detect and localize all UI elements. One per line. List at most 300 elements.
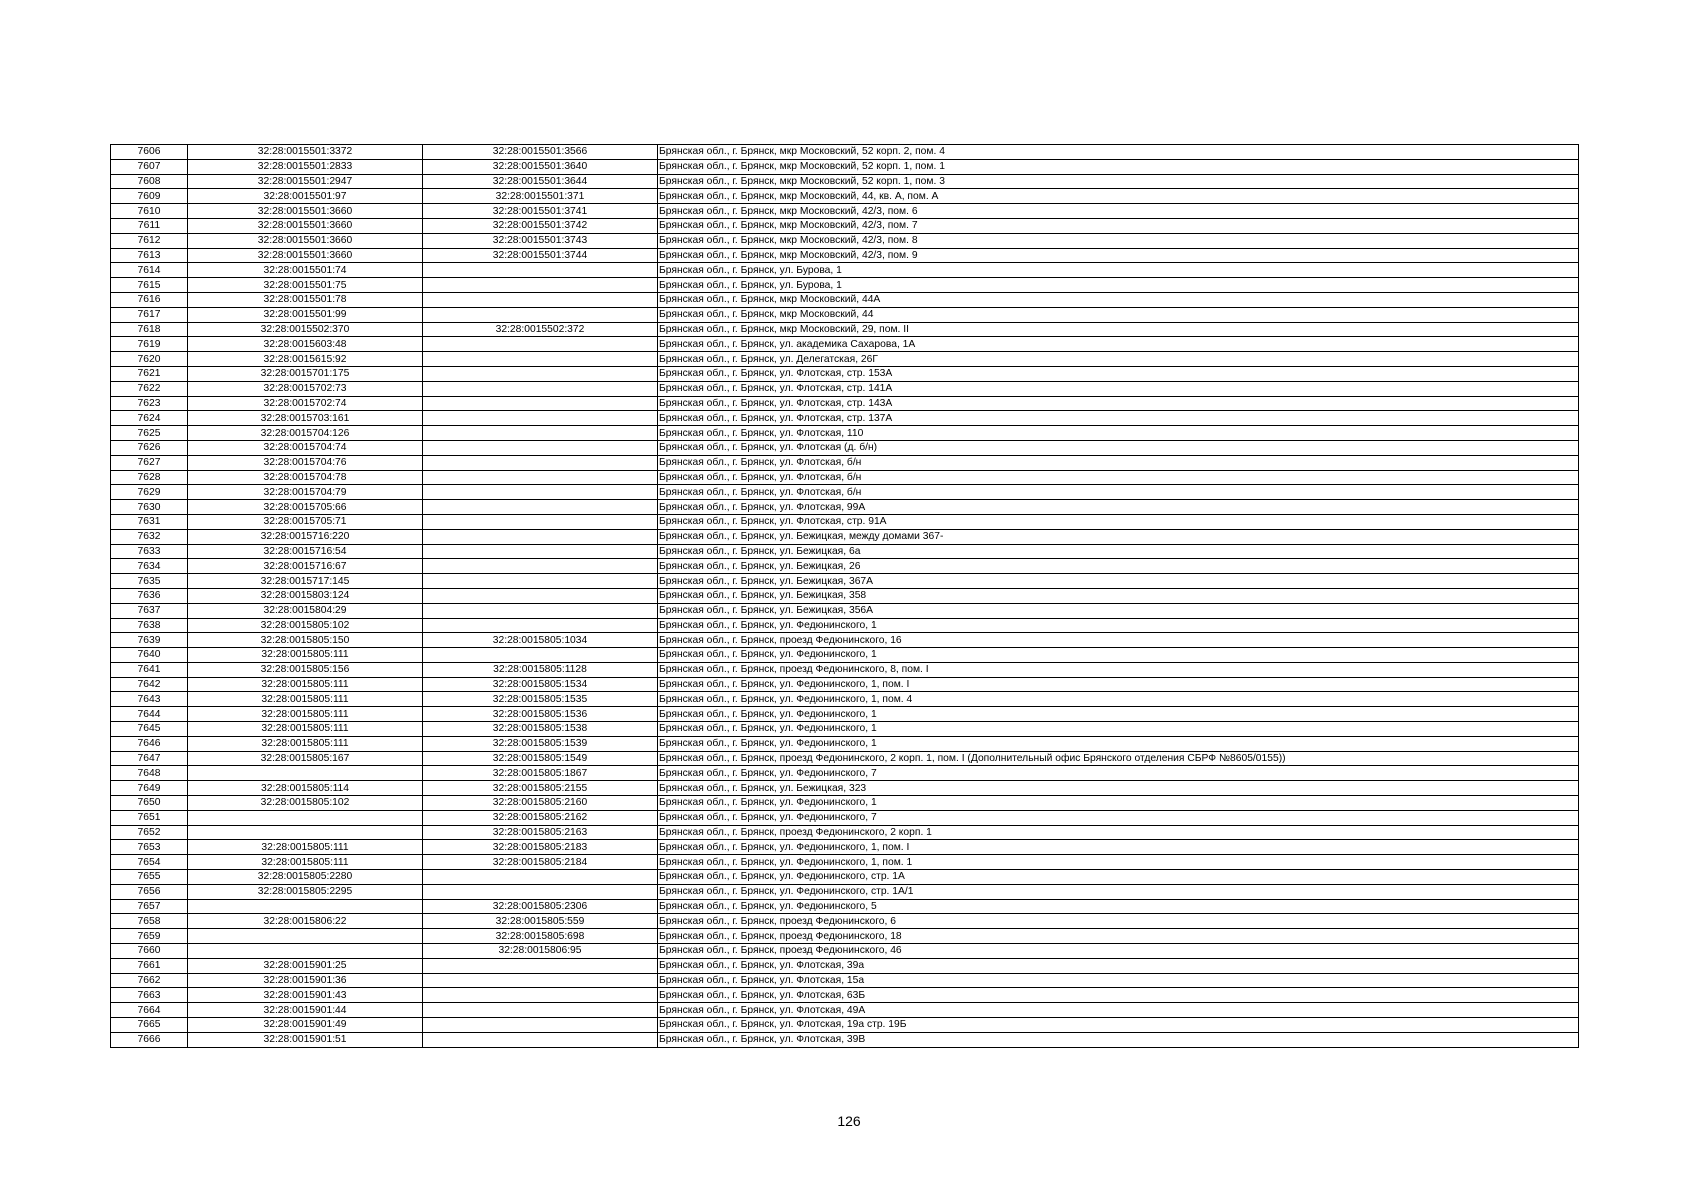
address-cell: Брянская обл., г. Брянск, ул. Федюнинского, 1 — [658, 648, 1579, 663]
row-number-cell: 7665 — [111, 1018, 188, 1033]
table-row — [111, 381, 1579, 396]
address-cell: Брянская обл., г. Брянск, мкр Московский, 29, пом. II — [658, 322, 1579, 337]
address-cell: Брянская обл., г. Брянск, проезд Федюнинского, 2 корп. 1, пом. I (Дополнительный офис Брянского отделения СБРФ №8605/0155)) — [658, 751, 1579, 766]
row-number-cell: 7616 — [111, 292, 188, 307]
premises-cadastral-number-cell — [423, 337, 658, 352]
page-number: 126 — [837, 1113, 861, 1129]
cadastral-number-cell: 32:28:0015901:36 — [188, 973, 423, 988]
table-row — [111, 751, 1579, 766]
table-row — [111, 352, 1579, 367]
cadastral-number-cell: 32:28:0015716:54 — [188, 544, 423, 559]
table-row — [111, 707, 1579, 722]
cadastral-number-cell: 32:28:0015501:74 — [188, 263, 423, 278]
premises-cadastral-number-cell: 32:28:0015805:2155 — [423, 781, 658, 796]
row-number-cell: 7664 — [111, 1003, 188, 1018]
row-number-cell: 7625 — [111, 426, 188, 441]
row-number-cell: 7619 — [111, 337, 188, 352]
premises-cadastral-number-cell — [423, 500, 658, 515]
address-cell: Брянская обл., г. Брянск, ул. Бежицкая, 6а — [658, 544, 1579, 559]
premises-cadastral-number-cell — [423, 440, 658, 455]
premises-cadastral-number-cell — [423, 366, 658, 381]
premises-cadastral-number-cell — [423, 559, 658, 574]
premises-cadastral-number-cell: 32:28:0015805:2160 — [423, 796, 658, 811]
address-cell: Брянская обл., г. Брянск, ул. Бежицкая, 26 — [658, 559, 1579, 574]
premises-cadastral-number-cell — [423, 618, 658, 633]
row-number-cell: 7644 — [111, 707, 188, 722]
cadastral-number-cell: 32:28:0015805:111 — [188, 677, 423, 692]
premises-cadastral-number-cell: 32:28:0015502:372 — [423, 322, 658, 337]
cadastral-number-cell: 32:28:0015717:145 — [188, 574, 423, 589]
address-cell: Брянская обл., г. Брянск, ул. Бежицкая, между домами 367- — [658, 529, 1579, 544]
premises-cadastral-number-cell — [423, 1032, 658, 1047]
premises-cadastral-number-cell: 32:28:0015805:1549 — [423, 751, 658, 766]
premises-cadastral-number-cell — [423, 648, 658, 663]
address-cell: Брянская обл., г. Брянск, ул. Флотская, 49А — [658, 1003, 1579, 1018]
table-row — [111, 781, 1579, 796]
row-number-cell: 7615 — [111, 278, 188, 293]
address-cell: Брянская обл., г. Брянск, проезд Федюнинского, 16 — [658, 633, 1579, 648]
address-cell: Брянская обл., г. Брянск, ул. Флотская, 110 — [658, 426, 1579, 441]
address-cell: Брянская обл., г. Брянск, мкр Московский, 52 корп. 1, пом. 3 — [658, 174, 1579, 189]
premises-cadastral-number-cell: 32:28:0015805:1538 — [423, 722, 658, 737]
registry-table-body — [111, 145, 1579, 1048]
address-cell: Брянская обл., г. Брянск, ул. Флотская, 19а стр. 19Б — [658, 1018, 1579, 1033]
address-cell: Брянская обл., г. Брянск, ул. Бежицкая, 358 — [658, 588, 1579, 603]
row-number-cell: 7632 — [111, 529, 188, 544]
cadastral-number-cell — [188, 825, 423, 840]
row-number-cell: 7636 — [111, 588, 188, 603]
row-number-cell: 7633 — [111, 544, 188, 559]
address-cell: Брянская обл., г. Брянск, ул. Флотская, б/н — [658, 485, 1579, 500]
premises-cadastral-number-cell — [423, 958, 658, 973]
cadastral-number-cell: 32:28:0015805:167 — [188, 751, 423, 766]
cadastral-number-cell: 32:28:0015501:78 — [188, 292, 423, 307]
cadastral-number-cell: 32:28:0015704:79 — [188, 485, 423, 500]
cadastral-number-cell: 32:28:0015501:2947 — [188, 174, 423, 189]
table-row — [111, 825, 1579, 840]
address-cell: Брянская обл., г. Брянск, ул. Бурова, 1 — [658, 278, 1579, 293]
row-number-cell: 7618 — [111, 322, 188, 337]
address-cell: Брянская обл., г. Брянск, мкр Московский, 42/3, пом. 7 — [658, 218, 1579, 233]
row-number-cell: 7643 — [111, 692, 188, 707]
premises-cadastral-number-cell — [423, 884, 658, 899]
cadastral-number-cell: 32:28:0015805:111 — [188, 722, 423, 737]
row-number-cell: 7611 — [111, 218, 188, 233]
table-row — [111, 810, 1579, 825]
cadastral-number-cell: 32:28:0015704:74 — [188, 440, 423, 455]
row-number-cell: 7617 — [111, 307, 188, 322]
row-number-cell: 7628 — [111, 470, 188, 485]
premises-cadastral-number-cell: 32:28:0015805:2184 — [423, 855, 658, 870]
row-number-cell: 7653 — [111, 840, 188, 855]
premises-cadastral-number-cell: 32:28:0015501:3744 — [423, 248, 658, 263]
premises-cadastral-number-cell: 32:28:0015805:559 — [423, 914, 658, 929]
premises-cadastral-number-cell: 32:28:0015805:1128 — [423, 662, 658, 677]
row-number-cell: 7660 — [111, 944, 188, 959]
table-row — [111, 248, 1579, 263]
cadastral-number-cell — [188, 810, 423, 825]
table-row — [111, 618, 1579, 633]
row-number-cell: 7634 — [111, 559, 188, 574]
premises-cadastral-number-cell — [423, 870, 658, 885]
premises-cadastral-number-cell — [423, 973, 658, 988]
row-number-cell: 7648 — [111, 766, 188, 781]
cadastral-number-cell: 32:28:0015501:75 — [188, 278, 423, 293]
address-cell: Брянская обл., г. Брянск, ул. Флотская, б/н — [658, 455, 1579, 470]
address-cell: Брянская обл., г. Брянск, ул. Флотская, стр. 153А — [658, 366, 1579, 381]
row-number-cell: 7613 — [111, 248, 188, 263]
row-number-cell: 7623 — [111, 396, 188, 411]
premises-cadastral-number-cell: 32:28:0015805:2163 — [423, 825, 658, 840]
table-row — [111, 662, 1579, 677]
address-cell: Брянская обл., г. Брянск, ул. Флотская, стр. 143А — [658, 396, 1579, 411]
row-number-cell: 7666 — [111, 1032, 188, 1047]
table-row — [111, 159, 1579, 174]
table-row — [111, 396, 1579, 411]
address-cell: Брянская обл., г. Брянск, проезд Федюнинского, 2 корп. 1 — [658, 825, 1579, 840]
cadastral-number-cell: 32:28:0015901:43 — [188, 988, 423, 1003]
row-number-cell: 7661 — [111, 958, 188, 973]
table-row — [111, 485, 1579, 500]
cadastral-number-cell: 32:28:0015501:2833 — [188, 159, 423, 174]
row-number-cell: 7637 — [111, 603, 188, 618]
table-row — [111, 722, 1579, 737]
premises-cadastral-number-cell — [423, 544, 658, 559]
cadastral-number-cell: 32:28:0015805:2280 — [188, 870, 423, 885]
cadastral-number-cell: 32:28:0015901:49 — [188, 1018, 423, 1033]
row-number-cell: 7657 — [111, 899, 188, 914]
table-row — [111, 958, 1579, 973]
premises-cadastral-number-cell: 32:28:0015501:371 — [423, 189, 658, 204]
premises-cadastral-number-cell: 32:28:0015805:1535 — [423, 692, 658, 707]
table-row — [111, 588, 1579, 603]
address-cell: Брянская обл., г. Брянск, ул. Федюнинского, 1 — [658, 736, 1579, 751]
table-row — [111, 574, 1579, 589]
table-row — [111, 278, 1579, 293]
address-cell: Брянская обл., г. Брянск, мкр Московский, 52 корп. 1, пом. 1 — [658, 159, 1579, 174]
table-row — [111, 796, 1579, 811]
premises-cadastral-number-cell — [423, 588, 658, 603]
row-number-cell: 7631 — [111, 514, 188, 529]
row-number-cell: 7640 — [111, 648, 188, 663]
row-number-cell: 7620 — [111, 352, 188, 367]
address-cell: Брянская обл., г. Брянск, мкр Московский, 44 — [658, 307, 1579, 322]
address-cell: Брянская обл., г. Брянск, ул. Флотская, стр. 137А — [658, 411, 1579, 426]
row-number-cell: 7663 — [111, 988, 188, 1003]
row-number-cell: 7651 — [111, 810, 188, 825]
premises-cadastral-number-cell: 32:28:0015805:1534 — [423, 677, 658, 692]
table-row — [111, 1003, 1579, 1018]
address-cell: Брянская обл., г. Брянск, мкр Московский, 42/3, пом. 9 — [658, 248, 1579, 263]
premises-cadastral-number-cell — [423, 352, 658, 367]
address-cell: Брянская обл., г. Брянск, мкр Московский, 42/3, пом. 8 — [658, 233, 1579, 248]
row-number-cell: 7635 — [111, 574, 188, 589]
address-cell: Брянская обл., г. Брянск, проезд Федюнинского, 46 — [658, 944, 1579, 959]
premises-cadastral-number-cell — [423, 1018, 658, 1033]
premises-cadastral-number-cell — [423, 1003, 658, 1018]
premises-cadastral-number-cell: 32:28:0015806:95 — [423, 944, 658, 959]
row-number-cell: 7638 — [111, 618, 188, 633]
cadastral-number-cell — [188, 899, 423, 914]
table-row — [111, 736, 1579, 751]
premises-cadastral-number-cell: 32:28:0015501:3566 — [423, 145, 658, 160]
address-cell: Брянская обл., г. Брянск, ул. Флотская, б/н — [658, 470, 1579, 485]
table-row — [111, 973, 1579, 988]
cadastral-number-cell: 32:28:0015901:44 — [188, 1003, 423, 1018]
row-number-cell: 7654 — [111, 855, 188, 870]
address-cell: Брянская обл., г. Брянск, ул. Федюнинского, 5 — [658, 899, 1579, 914]
row-number-cell: 7626 — [111, 440, 188, 455]
premises-cadastral-number-cell: 32:28:0015805:1867 — [423, 766, 658, 781]
address-cell: Брянская обл., г. Брянск, ул. Бурова, 1 — [658, 263, 1579, 278]
address-cell: Брянская обл., г. Брянск, ул. Флотская, 39В — [658, 1032, 1579, 1047]
address-cell: Брянская обл., г. Брянск, ул. Федюнинского, 1 — [658, 707, 1579, 722]
address-cell: Брянская обл., г. Брянск, ул. Флотская, 63Б — [658, 988, 1579, 1003]
cadastral-number-cell: 32:28:0015703:161 — [188, 411, 423, 426]
premises-cadastral-number-cell — [423, 455, 658, 470]
address-cell: Брянская обл., г. Брянск, ул. Флотская, стр. 91А — [658, 514, 1579, 529]
row-number-cell: 7652 — [111, 825, 188, 840]
row-number-cell: 7624 — [111, 411, 188, 426]
cadastral-number-cell: 32:28:0015805:111 — [188, 855, 423, 870]
row-number-cell: 7629 — [111, 485, 188, 500]
table-row — [111, 1032, 1579, 1047]
row-number-cell: 7621 — [111, 366, 188, 381]
row-number-cell: 7607 — [111, 159, 188, 174]
cadastral-number-cell: 32:28:0015805:111 — [188, 692, 423, 707]
cadastral-number-cell: 32:28:0015501:3660 — [188, 248, 423, 263]
table-row — [111, 145, 1579, 160]
cadastral-number-cell: 32:28:0015501:3372 — [188, 145, 423, 160]
row-number-cell: 7645 — [111, 722, 188, 737]
cadastral-number-cell: 32:28:0015702:74 — [188, 396, 423, 411]
row-number-cell: 7649 — [111, 781, 188, 796]
row-number-cell: 7610 — [111, 204, 188, 219]
address-cell: Брянская обл., г. Брянск, ул. Федюнинского, 1, пом. I — [658, 677, 1579, 692]
premises-cadastral-number-cell — [423, 381, 658, 396]
table-row — [111, 218, 1579, 233]
table-row — [111, 292, 1579, 307]
premises-cadastral-number-cell: 32:28:0015805:1034 — [423, 633, 658, 648]
row-number-cell: 7639 — [111, 633, 188, 648]
premises-cadastral-number-cell — [423, 988, 658, 1003]
address-cell: Брянская обл., г. Брянск, ул. Федюнинского, 7 — [658, 810, 1579, 825]
row-number-cell: 7608 — [111, 174, 188, 189]
table-row — [111, 529, 1579, 544]
table-row — [111, 914, 1579, 929]
table-row — [111, 884, 1579, 899]
cadastral-number-cell: 32:28:0015704:126 — [188, 426, 423, 441]
address-cell: Брянская обл., г. Брянск, ул. Федюнинского, 7 — [658, 766, 1579, 781]
cadastral-number-cell: 32:28:0015501:3660 — [188, 233, 423, 248]
row-number-cell: 7662 — [111, 973, 188, 988]
table-row — [111, 411, 1579, 426]
table-row — [111, 366, 1579, 381]
address-cell: Брянская обл., г. Брянск, ул. Флотская, стр. 141А — [658, 381, 1579, 396]
table-row — [111, 944, 1579, 959]
address-cell: Брянская обл., г. Брянск, ул. Федюнинского, стр. 1А/1 — [658, 884, 1579, 899]
premises-cadastral-number-cell — [423, 278, 658, 293]
table-row — [111, 500, 1579, 515]
premises-cadastral-number-cell: 32:28:0015805:2162 — [423, 810, 658, 825]
cadastral-number-cell: 32:28:0015901:25 — [188, 958, 423, 973]
cadastral-number-cell: 32:28:0015705:71 — [188, 514, 423, 529]
table-row — [111, 455, 1579, 470]
table-row — [111, 322, 1579, 337]
table-row — [111, 470, 1579, 485]
cadastral-number-cell: 32:28:0015704:78 — [188, 470, 423, 485]
table-row — [111, 899, 1579, 914]
row-number-cell: 7655 — [111, 870, 188, 885]
premises-cadastral-number-cell — [423, 307, 658, 322]
cadastral-number-cell: 32:28:0015501:97 — [188, 189, 423, 204]
row-number-cell: 7658 — [111, 914, 188, 929]
row-number-cell: 7659 — [111, 929, 188, 944]
cadastral-number-cell: 32:28:0015615:92 — [188, 352, 423, 367]
cadastral-number-cell: 32:28:0015716:67 — [188, 559, 423, 574]
premises-cadastral-number-cell — [423, 574, 658, 589]
premises-cadastral-number-cell — [423, 529, 658, 544]
cadastral-number-cell: 32:28:0015705:66 — [188, 500, 423, 515]
table-row — [111, 677, 1579, 692]
row-number-cell: 7641 — [111, 662, 188, 677]
table-row — [111, 544, 1579, 559]
row-number-cell: 7646 — [111, 736, 188, 751]
table-row — [111, 337, 1579, 352]
cadastral-number-cell: 32:28:0015803:124 — [188, 588, 423, 603]
row-number-cell: 7647 — [111, 751, 188, 766]
row-number-cell: 7630 — [111, 500, 188, 515]
premises-cadastral-number-cell: 32:28:0015805:2306 — [423, 899, 658, 914]
cadastral-number-cell: 32:28:0015501:3660 — [188, 218, 423, 233]
address-cell: Брянская обл., г. Брянск, ул. академика Сахарова, 1А — [658, 337, 1579, 352]
table-row — [111, 988, 1579, 1003]
cadastral-number-cell — [188, 944, 423, 959]
address-cell: Брянская обл., г. Брянск, ул. Флотская, 15а — [658, 973, 1579, 988]
row-number-cell: 7627 — [111, 455, 188, 470]
address-cell: Брянская обл., г. Брянск, мкр Московский, 44, кв. А, пом. А — [658, 189, 1579, 204]
cadastral-number-cell — [188, 929, 423, 944]
row-number-cell: 7642 — [111, 677, 188, 692]
cadastral-number-cell: 32:28:0015603:48 — [188, 337, 423, 352]
address-cell: Брянская обл., г. Брянск, проезд Федюнинского, 18 — [658, 929, 1579, 944]
premises-cadastral-number-cell — [423, 603, 658, 618]
premises-cadastral-number-cell: 32:28:0015805:1539 — [423, 736, 658, 751]
cadastral-number-cell: 32:28:0015805:111 — [188, 840, 423, 855]
cadastral-number-cell: 32:28:0015901:51 — [188, 1032, 423, 1047]
address-cell: Брянская обл., г. Брянск, ул. Флотская, 39а — [658, 958, 1579, 973]
table-row — [111, 648, 1579, 663]
cadastral-number-cell: 32:28:0015805:111 — [188, 736, 423, 751]
cadastral-number-cell: 32:28:0015805:111 — [188, 707, 423, 722]
cadastral-number-cell: 32:28:0015702:73 — [188, 381, 423, 396]
cadastral-number-cell: 32:28:0015805:111 — [188, 648, 423, 663]
table-row — [111, 692, 1579, 707]
cadastral-number-cell: 32:28:0015805:102 — [188, 618, 423, 633]
premises-cadastral-number-cell — [423, 263, 658, 278]
premises-cadastral-number-cell: 32:28:0015805:1536 — [423, 707, 658, 722]
cadastral-number-cell: 32:28:0015805:156 — [188, 662, 423, 677]
premises-cadastral-number-cell — [423, 396, 658, 411]
address-cell: Брянская обл., г. Брянск, мкр Московский, 44А — [658, 292, 1579, 307]
table-row — [111, 174, 1579, 189]
cadastral-number-cell: 32:28:0015502:370 — [188, 322, 423, 337]
address-cell: Брянская обл., г. Брянск, ул. Федюнинского, 1 — [658, 722, 1579, 737]
address-cell: Брянская обл., г. Брянск, мкр Московский, 52 корп. 2, пом. 4 — [658, 145, 1579, 160]
premises-cadastral-number-cell: 32:28:0015501:3741 — [423, 204, 658, 219]
table-row — [111, 1018, 1579, 1033]
address-cell: Брянская обл., г. Брянск, проезд Федюнинского, 6 — [658, 914, 1579, 929]
cadastral-number-cell: 32:28:0015701:175 — [188, 366, 423, 381]
row-number-cell: 7609 — [111, 189, 188, 204]
table-row — [111, 426, 1579, 441]
address-cell: Брянская обл., г. Брянск, ул. Бежицкая, 356А — [658, 603, 1579, 618]
table-row — [111, 440, 1579, 455]
premises-cadastral-number-cell — [423, 411, 658, 426]
cadastral-number-cell: 32:28:0015716:220 — [188, 529, 423, 544]
cadastral-number-cell: 32:28:0015804:29 — [188, 603, 423, 618]
table-row — [111, 855, 1579, 870]
address-cell: Брянская обл., г. Брянск, ул. Бежицкая, 323 — [658, 781, 1579, 796]
table-row — [111, 307, 1579, 322]
row-number-cell: 7606 — [111, 145, 188, 160]
address-cell: Брянская обл., г. Брянск, ул. Федюнинского, 1, пом. 4 — [658, 692, 1579, 707]
premises-cadastral-number-cell: 32:28:0015501:3742 — [423, 218, 658, 233]
cadastral-number-cell: 32:28:0015805:2295 — [188, 884, 423, 899]
cadastral-number-cell: 32:28:0015704:76 — [188, 455, 423, 470]
address-cell: Брянская обл., г. Брянск, ул. Федюнинского, 1 — [658, 796, 1579, 811]
table-row — [111, 603, 1579, 618]
row-number-cell: 7622 — [111, 381, 188, 396]
premises-cadastral-number-cell — [423, 292, 658, 307]
row-number-cell: 7612 — [111, 233, 188, 248]
table-row — [111, 233, 1579, 248]
address-cell: Брянская обл., г. Брянск, ул. Федюнинского, 1, пом. 1 — [658, 855, 1579, 870]
premises-cadastral-number-cell: 32:28:0015805:2183 — [423, 840, 658, 855]
cadastral-number-cell: 32:28:0015501:99 — [188, 307, 423, 322]
table-row — [111, 840, 1579, 855]
table-row — [111, 559, 1579, 574]
cadastral-number-cell: 32:28:0015805:114 — [188, 781, 423, 796]
address-cell: Брянская обл., г. Брянск, ул. Федюнинского, 1, пом. I — [658, 840, 1579, 855]
premises-cadastral-number-cell: 32:28:0015805:698 — [423, 929, 658, 944]
row-number-cell: 7614 — [111, 263, 188, 278]
table-row — [111, 189, 1579, 204]
address-cell: Брянская обл., г. Брянск, ул. Флотская, 99А — [658, 500, 1579, 515]
table-row — [111, 514, 1579, 529]
premises-cadastral-number-cell: 32:28:0015501:3743 — [423, 233, 658, 248]
registry-table — [110, 144, 1579, 1048]
address-cell: Брянская обл., г. Брянск, ул. Федюнинского, 1 — [658, 618, 1579, 633]
address-cell: Брянская обл., г. Брянск, проезд Федюнинского, 8, пом. I — [658, 662, 1579, 677]
premises-cadastral-number-cell — [423, 470, 658, 485]
address-cell: Брянская обл., г. Брянск, ул. Флотская (д. б/н) — [658, 440, 1579, 455]
cadastral-number-cell: 32:28:0015805:102 — [188, 796, 423, 811]
table-row — [111, 870, 1579, 885]
address-cell: Брянская обл., г. Брянск, мкр Московский, 42/3, пом. 6 — [658, 204, 1579, 219]
premises-cadastral-number-cell: 32:28:0015501:3640 — [423, 159, 658, 174]
cadastral-number-cell: 32:28:0015501:3660 — [188, 204, 423, 219]
premises-cadastral-number-cell — [423, 514, 658, 529]
address-cell: Брянская обл., г. Брянск, ул. Бежицкая, 367А — [658, 574, 1579, 589]
cadastral-number-cell — [188, 766, 423, 781]
cadastral-number-cell: 32:28:0015805:150 — [188, 633, 423, 648]
table-row — [111, 929, 1579, 944]
premises-cadastral-number-cell — [423, 426, 658, 441]
table-row — [111, 204, 1579, 219]
premises-cadastral-number-cell: 32:28:0015501:3644 — [423, 174, 658, 189]
table-row — [111, 263, 1579, 278]
